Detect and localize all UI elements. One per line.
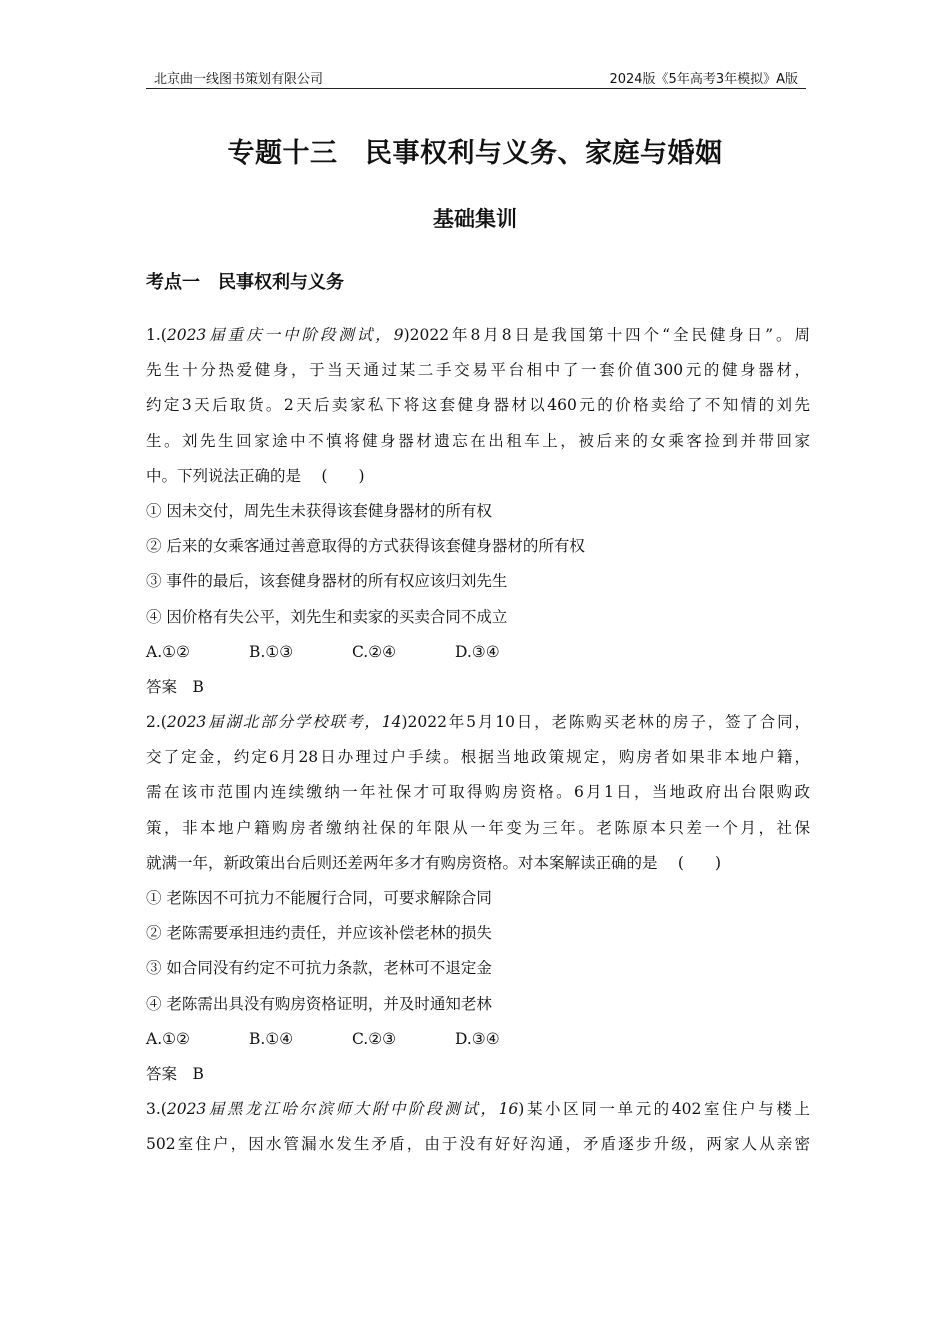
option-a: A.①② [146, 1029, 190, 1048]
header-edition: 2024版《5年高考3年模拟》A版 [609, 72, 798, 87]
question-stem-line: 约定3天后取货。2天后卖家私下将这套健身器材以460元的价格卖给了不知情的刘先 [146, 396, 810, 415]
statement-item: ② 后来的女乘客通过善意取得的方式获得该套健身器材的所有权 [146, 537, 585, 556]
question-stem-line: 先生十分热爱健身，于当天通过某二手交易平台相中了一套价值300元的健身器材， [146, 361, 810, 380]
statement-item: ③ 事件的最后，该套健身器材的所有权应该归刘先生 [146, 572, 508, 591]
questions [146, 318, 810, 1163]
page-subtitle: 基础集训 [433, 207, 517, 231]
answer-options [146, 1022, 810, 1057]
question-number: 3.( [146, 1100, 167, 1119]
question-stem-text: )2022年8月8日是我国第十四个“全民健身日”。周 [403, 326, 810, 344]
question-stem-line: 502室住户，因水管漏水发生矛盾，由于没有好好沟通，矛盾逐步升级，两家人从亲密 [146, 1135, 810, 1154]
question-stem-line: 生。刘先生回家途中不慎将健身器材遗忘在出租车上，被后来的女乘客捡到并带回家 [146, 431, 810, 450]
question-1 [146, 318, 810, 705]
option-d: D.③④ [455, 1029, 500, 1048]
page-title: 专题十三 民事权利与义务、家庭与婚姻 [227, 138, 723, 169]
statement-item: ① 因未交付，周先生未获得该套健身器材的所有权 [146, 501, 492, 520]
statement-item: ④ 因价格有失公平，刘先生和卖家的买卖合同不成立 [146, 607, 508, 626]
question-stem-line: 就满一年，新政策出台后则还差两年多才有购房资格。对本案解读正确的是 ( ) [146, 853, 722, 872]
option-d: D.③④ [455, 642, 500, 661]
question-2 [146, 705, 810, 1092]
statement-item: ① 老陈因不可抗力不能履行合同，可要求解除合同 [146, 889, 492, 907]
question-stem-line [146, 318, 810, 353]
header-publisher: 北京曲一线图书策划有限公司 [154, 72, 324, 87]
question-source: 2023届黑龙江哈尔滨师大附中阶段测试，16 [166, 1100, 519, 1119]
question-3 [146, 1092, 810, 1162]
answer-options [146, 635, 810, 670]
answer-key: 答案 B [146, 677, 204, 696]
option-c: C.②④ [352, 642, 397, 661]
question-stem-line: 中。下列说法正确的是 ( ) [146, 466, 365, 485]
option-a: A.①② [146, 642, 190, 661]
option-c: C.②③ [352, 1029, 397, 1048]
section-heading: 考点一 民事权利与义务 [146, 272, 344, 293]
question-stem-line [146, 705, 810, 740]
option-b: B.①③ [249, 642, 294, 661]
statement-item: ② 老陈需要承担违约责任，并应该补偿老林的损失 [146, 924, 492, 943]
question-stem-line: 交了定金，约定6月28日办理过户手续。根据当地政策规定，购房者如果非本地户籍， [146, 748, 810, 767]
statement-item: ③ 如合同没有约定不可抗力条款，老林可不退定金 [146, 959, 492, 978]
question-stem-text: )2022年5月10日，老陈购买老林的房子，签了合同， [401, 713, 810, 732]
question-source: 2023届重庆一中阶段测试，9 [166, 326, 404, 344]
question-number: 1.( [146, 326, 167, 344]
question-stem-line [146, 1092, 810, 1127]
statement-item: ④ 老陈需出具没有购房资格证明，并及时通知老林 [146, 994, 492, 1013]
question-number: 2.( [146, 713, 167, 732]
question-stem-line: 策，非本地户籍购房者缴纳社保的年限从一年变为三年。老陈原本只差一个月，社保 [146, 818, 810, 837]
page-header [146, 66, 806, 89]
question-source: 2023届湖北部分学校联考，14 [166, 713, 402, 732]
option-b: B.①④ [249, 1029, 294, 1048]
question-stem-text: )某小区同一单元的402室住户与楼上 [518, 1100, 810, 1119]
question-stem-line: 需在该市范围内连续缴纳一年社保才可取得购房资格。6月1日，当地政府出台限购政 [146, 783, 810, 802]
answer-key: 答案 B [146, 1064, 204, 1083]
